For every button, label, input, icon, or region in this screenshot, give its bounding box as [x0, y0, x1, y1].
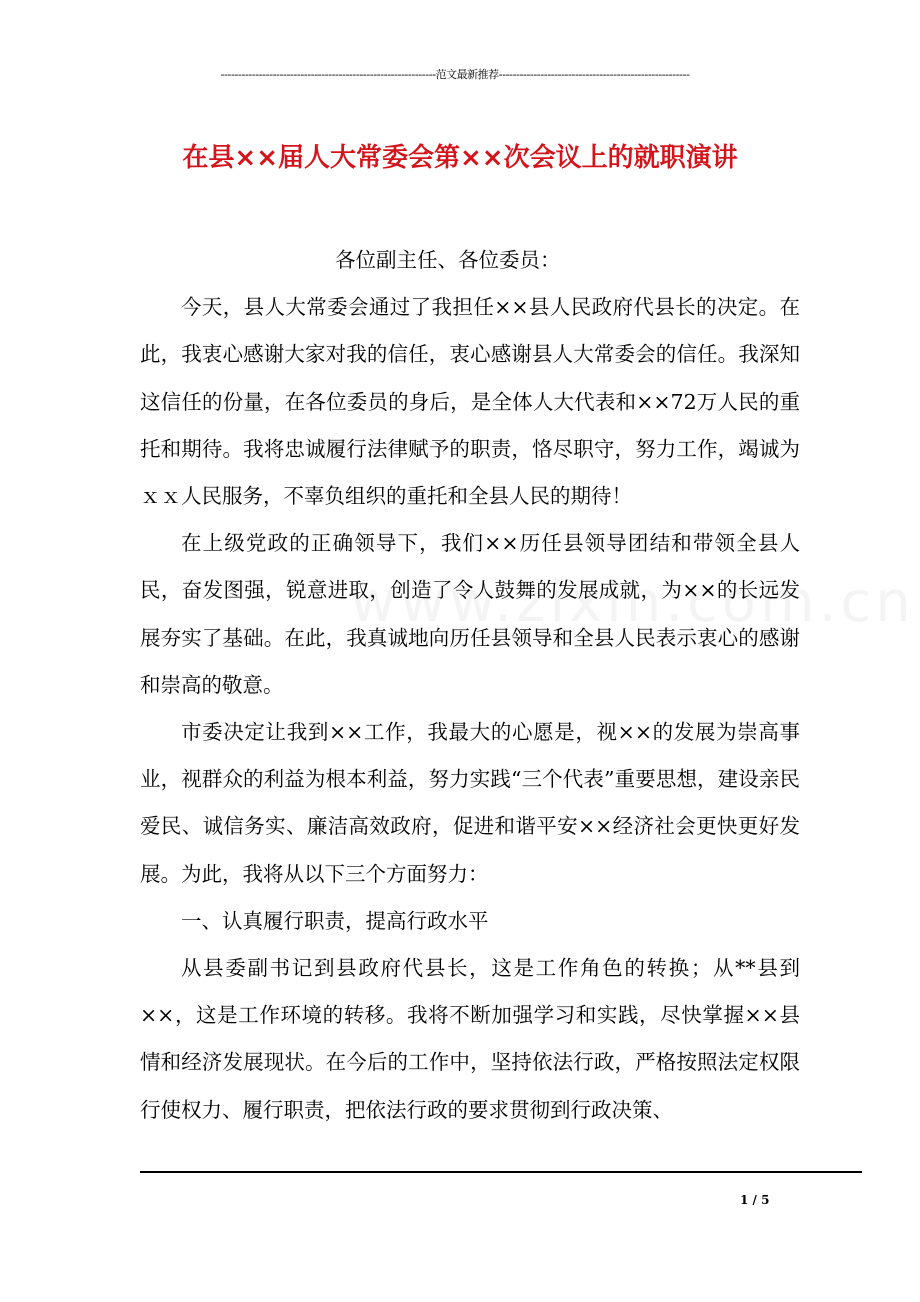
page-header: --------------------------------------------------------------范文最新推荐------------------------------------------------------- [220, 68, 690, 81]
paragraph: 市委决定让我到××工作，我最大的心愿是，视××的发展为崇高事业，视群众的利益为根本利益，努力实践“三个代表”重要思想，建设亲民爱民、诚信务实、廉洁高效政府，促进和谐平安××经济社会更快更好发展。为此，我将从以下三个方面努力： [140, 720, 800, 886]
document-title: 在县××届人大常委会第××次会议上的就职演讲 [182, 143, 738, 174]
document-body [140, 237, 800, 1134]
paragraph: 从县委副书记到县政府代县长，这是工作角色的转换；从**县到××，这是工作环境的转移。我将不断加强学习和实践，尽快掌握××县情和经济发展现状。在今后的工作中，坚持依法行政，严格按照法定权限行使权力、履行职责，把依法行政的要求贯彻到行政决策、 [140, 956, 800, 1122]
page-number: 1 / 5 [740, 1193, 770, 1207]
footer-divider [140, 1171, 862, 1173]
paragraph: 今天，县人大常委会通过了我担任××县人民政府代县长的决定。在此，我衷心感谢大家对我的信任，衷心感谢县人大常委会的信任。我深知这信任的份量，在各位委员的身后，是全体人大代表和××72万人民的重托和期待。我将忠诚履行法律赋予的职责，恪尽职守，努力工作，竭诚为ｘｘ人民服务，不辜负组织的重托和全县人民的期待！ [140, 295, 800, 509]
paragraph: 在上级党政的正确领导下，我们××历任县领导团结和带领全县人民，奋发图强，锐意进取，创造了令人鼓舞的发展成就，为××的长远发展夯实了基础。在此，我真诚地向历任县领导和全县人民表示衷心的感谢和崇高的敬意。 [140, 531, 800, 697]
salutation: 各位副主任、各位委员： [335, 248, 561, 272]
section-heading: 一、认真履行职责，提高行政水平 [181, 908, 489, 933]
